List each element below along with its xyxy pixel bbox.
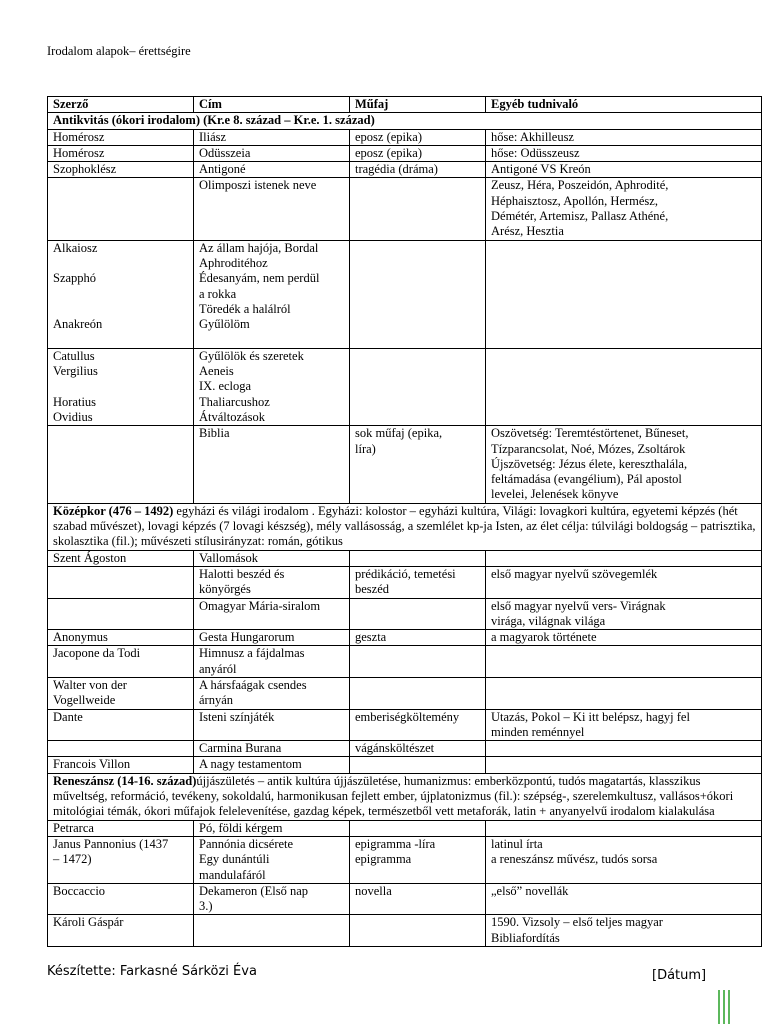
- cell-line: Újszövetség: Jézus élete, kereszthalála,: [491, 456, 688, 471]
- cell-line: [355, 646, 480, 661]
- cell-line: [53, 332, 188, 347]
- cell-line: [53, 302, 188, 317]
- cell-line: hőse: Akhilleusz: [491, 129, 574, 144]
- cell-line: [355, 915, 480, 930]
- cell-notes: [486, 162, 762, 178]
- cell-line: [355, 178, 480, 193]
- cell-notes: [486, 915, 762, 947]
- cell-title: [194, 677, 350, 709]
- table-row: [48, 348, 762, 425]
- cell-line: levelei, Jelenések könyve: [491, 487, 619, 502]
- decorative-lines: [718, 990, 730, 1024]
- cell-line: hőse: Odüsszeusz: [491, 145, 580, 160]
- cell-line: Petrarca: [53, 820, 94, 835]
- cell-genre: [350, 550, 486, 566]
- section-header-row: [48, 773, 762, 820]
- cell-genre: [350, 757, 486, 773]
- cell-line: Gyűlölök és szeretek: [199, 348, 304, 363]
- cell-genre: [350, 598, 486, 630]
- cell-line: Aeneis: [199, 364, 234, 379]
- cell-genre: [350, 129, 486, 145]
- cell-notes: [486, 757, 762, 773]
- cell-title: [194, 598, 350, 630]
- cell-line: Iliász: [199, 129, 227, 144]
- cell-notes: [486, 709, 762, 741]
- cell-line: geszta: [355, 630, 387, 645]
- cell-genre: [350, 348, 486, 425]
- document-title: Irodalom alapok– érettségire: [47, 44, 191, 58]
- section-header-row: [48, 503, 762, 550]
- section-title: Középkor (476 – 1492): [53, 503, 174, 518]
- cell-line: [491, 741, 756, 756]
- cell-line: Jacopone da Todi: [53, 646, 141, 661]
- cell-line: Biblia: [199, 426, 230, 441]
- cell-author: [48, 426, 194, 503]
- cell-author: [48, 677, 194, 709]
- column-header-author: Szerző: [48, 97, 194, 113]
- table-row: [48, 677, 762, 709]
- section-title: Antikvitás (ókori irodalom) (Kr.e 8. század – Kr.e. 1. század): [53, 113, 375, 128]
- cell-title: [194, 426, 350, 503]
- cell-line: vágánsköltészet: [355, 741, 435, 756]
- cell-author: [48, 709, 194, 741]
- cell-line: Édesanyám, nem perdül: [199, 271, 320, 286]
- table-row: [48, 162, 762, 178]
- cell-author: [48, 646, 194, 678]
- cell-line: Janus Pannonius (1437: [53, 836, 169, 851]
- table-row: [48, 566, 762, 598]
- cell-line: IX. ecloga: [199, 379, 252, 394]
- table-row: [48, 426, 762, 503]
- cell-line: [491, 551, 756, 566]
- cell-genre: [350, 709, 486, 741]
- cell-notes: [486, 550, 762, 566]
- cell-notes: [486, 630, 762, 646]
- cell-notes: [486, 646, 762, 678]
- cell-line: Pó, földi kérgem: [199, 820, 283, 835]
- cell-genre: [350, 883, 486, 915]
- table-row: [48, 646, 762, 678]
- cell-title: [194, 145, 350, 161]
- cell-line: – 1472): [53, 852, 92, 867]
- table-row: [48, 145, 762, 161]
- cell-genre: [350, 820, 486, 836]
- cell-notes: [486, 129, 762, 145]
- cell-line: Szapphó: [53, 271, 97, 286]
- cell-author: [48, 915, 194, 947]
- cell-line: Halotti beszéd és: [199, 566, 285, 581]
- cell-line: Tízparancsolat, Noé, Mózes, Zsoltárok: [491, 441, 686, 456]
- cell-notes: [486, 836, 762, 883]
- cell-genre: [350, 145, 486, 161]
- cell-line: [53, 741, 188, 756]
- cell-line: [199, 332, 344, 347]
- cell-genre: [350, 240, 486, 348]
- cell-line: eposz (epika): [355, 145, 422, 160]
- cell-author: [48, 630, 194, 646]
- table-body: [48, 113, 762, 947]
- cell-title: [194, 741, 350, 757]
- cell-author: [48, 162, 194, 178]
- table-row: [48, 709, 762, 741]
- table-row: [48, 178, 762, 240]
- cell-line: Arész, Hesztia: [491, 224, 564, 239]
- column-header-genre: Műfaj: [350, 97, 486, 113]
- cell-line: Alkaiosz: [53, 240, 98, 255]
- cell-line: Vogellweide: [53, 693, 116, 708]
- cell-line: Szent Ágoston: [53, 550, 127, 565]
- cell-line: Bibliafordítás: [491, 930, 560, 945]
- cell-line: 1590. Vizsoly – első teljes magyar: [491, 915, 663, 930]
- cell-line: [53, 567, 188, 582]
- cell-line: [355, 551, 480, 566]
- cell-line: a rokka: [199, 286, 237, 301]
- literature-table: [47, 96, 762, 947]
- cell-line: Vergilius: [53, 364, 98, 379]
- cell-line: A nagy testamentom: [199, 757, 302, 772]
- cell-line: Oszövetség: Teremtéstörtenet, Bűneset,: [491, 426, 689, 441]
- cell-line: Károli Gáspár: [53, 915, 124, 930]
- cell-line: [491, 757, 756, 772]
- cell-title: [194, 883, 350, 915]
- cell-title: [194, 162, 350, 178]
- cell-notes: [486, 178, 762, 240]
- cell-line: első magyar nyelvű vers- Virágnak: [491, 598, 666, 613]
- cell-line: Thaliarcushoz: [199, 394, 270, 409]
- cell-title: [194, 646, 350, 678]
- cell-genre: [350, 630, 486, 646]
- cell-notes: [486, 426, 762, 503]
- cell-genre: [350, 741, 486, 757]
- cell-line: Gyűlölöm: [199, 317, 250, 332]
- section-description: egyházi és világi irodalom . Egyházi: kolostor – egyházi kultúra, Világi: lovagkori kultúra, egyetemi képzés (hét szabad művészet), lovagi képzés (7 lovagi készség), mély vallásosság, a szemlélet kp-ja Isten, az élet célja: túlvilági boldogság – patrisztika, skolasztika (fil.); művészeti stílusirányzat: román, gótikus: [53, 503, 756, 549]
- cell-line: [53, 379, 188, 394]
- cell-author: [48, 836, 194, 883]
- cell-title: [194, 566, 350, 598]
- cell-title: [194, 550, 350, 566]
- cell-line: epigramma -líra: [355, 836, 436, 851]
- cell-title: [194, 178, 350, 240]
- cell-line: Walter von der: [53, 677, 127, 692]
- cell-line: Vallomások: [199, 550, 259, 565]
- cell-line: Homérosz: [53, 129, 105, 144]
- cell-genre: [350, 836, 486, 883]
- cell-line: eposz (epika): [355, 129, 422, 144]
- cell-line: Zeusz, Héra, Poszeidón, Aphrodité,: [491, 178, 669, 193]
- cell-line: líra): [355, 441, 376, 456]
- cell-line: mandulafáról: [199, 867, 266, 882]
- table-header-row: [48, 97, 762, 113]
- cell-line: [53, 599, 188, 614]
- cell-line: Gesta Hungarorum: [199, 630, 295, 645]
- cell-line: Egy dunántúli: [199, 852, 270, 867]
- section-header-row: [48, 113, 762, 129]
- cell-line: [355, 599, 480, 614]
- cell-line: Antigoné: [199, 162, 246, 177]
- cell-genre: [350, 162, 486, 178]
- table-row: [48, 820, 762, 836]
- cell-line: a magyarok története: [491, 630, 597, 645]
- cell-line: [491, 678, 756, 693]
- cell-line: Aphroditéhoz: [199, 255, 268, 270]
- cell-title: [194, 757, 350, 773]
- cell-author: [48, 883, 194, 915]
- cell-line: [491, 821, 756, 836]
- cell-genre: [350, 677, 486, 709]
- cell-notes: [486, 598, 762, 630]
- cell-title: [194, 129, 350, 145]
- cell-line: első magyar nyelvű szövegemlék: [491, 566, 658, 581]
- cell-line: prédikáció, temetési: [355, 566, 456, 581]
- cell-line: Pannónia dicsérete: [199, 836, 294, 851]
- table-row: [48, 836, 762, 883]
- cell-line: [491, 646, 756, 661]
- cell-author: [48, 741, 194, 757]
- cell-line: 3.): [199, 899, 213, 914]
- cell-author: [48, 820, 194, 836]
- cell-author: [48, 178, 194, 240]
- cell-line: novella: [355, 883, 392, 898]
- cell-line: sok műfaj (epika,: [355, 426, 443, 441]
- cell-line: emberiségköltemény: [355, 709, 460, 724]
- cell-line: [355, 821, 480, 836]
- cell-line: Dekameron (Első nap: [199, 883, 308, 898]
- cell-line: Homérosz: [53, 145, 105, 160]
- cell-line: Himnusz a fájdalmas: [199, 646, 305, 661]
- cell-line: a reneszánsz művész, tudós sorsa: [491, 852, 658, 867]
- cell-notes: [486, 348, 762, 425]
- cell-line: feltámadása (evangélium), Pál apostol: [491, 472, 682, 487]
- table-row: [48, 757, 762, 773]
- cell-notes: [486, 820, 762, 836]
- table-row: [48, 598, 762, 630]
- cell-line: Carmina Burana: [199, 741, 282, 756]
- cell-author: [48, 598, 194, 630]
- cell-line: Héphaisztosz, Apollón, Hermész,: [491, 193, 658, 208]
- table-row: [48, 741, 762, 757]
- cell-line: [491, 241, 756, 256]
- cell-line: Anonymus: [53, 630, 108, 645]
- cell-title: [194, 836, 350, 883]
- cell-line: Ovidius: [53, 409, 93, 424]
- cell-line: Omagyar Mária-siralom: [199, 598, 321, 613]
- footer-date: [Dátum]: [652, 968, 707, 983]
- cell-line: [355, 757, 480, 772]
- cell-genre: [350, 915, 486, 947]
- cell-genre: [350, 646, 486, 678]
- cell-line: minden reménnyel: [491, 724, 585, 739]
- cell-line: „első” novellák: [491, 883, 569, 898]
- cell-line: Töredék a halálról: [199, 301, 291, 316]
- section-description: újjászületés – antik kultúra újjászületése, humanizmus: emberközpontú, tudós magatartás, klasszikus műveltség, reformáció, tevékeny, sokoldalú, harmonikusan fejlett ember, újplatonizmus (fil.): szépség-, szerelemkultusz, vallásos+ókori mitológiai témák, ókori műfajok felelevenítése, gazdag képek, természetből vett metaforák, latin + anyanyelvű irodalom kialakulása: [53, 773, 734, 819]
- cell-line: Anakreón: [53, 317, 103, 332]
- section-header: [48, 773, 762, 820]
- cell-title: [194, 348, 350, 425]
- cell-author: [48, 145, 194, 161]
- table-row: [48, 550, 762, 566]
- cell-title: [194, 820, 350, 836]
- cell-line: beszéd: [355, 582, 390, 597]
- cell-notes: [486, 677, 762, 709]
- column-header-title: Cím: [194, 97, 350, 113]
- cell-notes: [486, 566, 762, 598]
- cell-line: A hársfaágak csendes: [199, 677, 307, 692]
- cell-line: Átváltozások: [199, 409, 265, 424]
- cell-line: [53, 426, 188, 441]
- cell-title: [194, 630, 350, 646]
- cell-line: Francois Villon: [53, 757, 131, 772]
- cell-author: [48, 566, 194, 598]
- cell-genre: [350, 566, 486, 598]
- cell-line: tragédia (dráma): [355, 162, 438, 177]
- cell-line: Szophoklész: [53, 162, 117, 177]
- cell-notes: [486, 145, 762, 161]
- cell-line: Dante: [53, 709, 83, 724]
- cell-line: Odüsszeia: [199, 145, 251, 160]
- cell-line: latinul írta: [491, 836, 543, 851]
- cell-line: könyörgés: [199, 582, 251, 597]
- cell-line: [53, 256, 188, 271]
- table-row: [48, 915, 762, 947]
- column-header-notes: Egyéb tudnivaló: [486, 97, 762, 113]
- cell-line: [355, 349, 480, 364]
- cell-line: Horatius: [53, 394, 97, 409]
- section-title: Reneszánsz (14-16. század): [53, 773, 197, 788]
- cell-line: Isteni színjáték: [199, 709, 275, 724]
- cell-line: epigramma: [355, 852, 412, 867]
- cell-author: [48, 348, 194, 425]
- section-header: [48, 503, 762, 550]
- cell-line: [355, 241, 480, 256]
- cell-title: [194, 240, 350, 348]
- cell-line: Boccaccio: [53, 883, 106, 898]
- cell-line: Az állam hajója, Bordal: [199, 240, 319, 255]
- cell-line: árnyán: [199, 693, 234, 708]
- cell-line: Démétér, Artemisz, Pallasz Athéné,: [491, 209, 669, 224]
- cell-notes: [486, 240, 762, 348]
- table-row: [48, 630, 762, 646]
- cell-line: [355, 678, 480, 693]
- cell-line: anyáról: [199, 661, 237, 676]
- cell-title: [194, 915, 350, 947]
- cell-line: Antigoné VS Kreón: [491, 162, 591, 177]
- cell-line: [53, 287, 188, 302]
- cell-line: [491, 349, 756, 364]
- table-row: [48, 129, 762, 145]
- section-header: [48, 113, 762, 129]
- cell-line: virága, világnak világa: [491, 613, 606, 628]
- cell-author: [48, 129, 194, 145]
- cell-line: Catullus: [53, 348, 95, 363]
- table-row: [48, 883, 762, 915]
- cell-notes: [486, 883, 762, 915]
- cell-genre: [350, 178, 486, 240]
- cell-author: [48, 757, 194, 773]
- cell-author: [48, 550, 194, 566]
- cell-title: [194, 709, 350, 741]
- footer-author: Készítette: Farkasné Sárközi Éva: [47, 964, 257, 979]
- cell-line: Utazás, Pokol – Ki itt belépsz, hagyj fel: [491, 709, 690, 724]
- table-row: [48, 240, 762, 348]
- cell-notes: [486, 741, 762, 757]
- cell-line: [199, 915, 344, 930]
- cell-line: Olimposzi istenek neve: [199, 178, 317, 193]
- cell-line: [53, 178, 188, 193]
- cell-genre: [350, 426, 486, 503]
- cell-author: [48, 240, 194, 348]
